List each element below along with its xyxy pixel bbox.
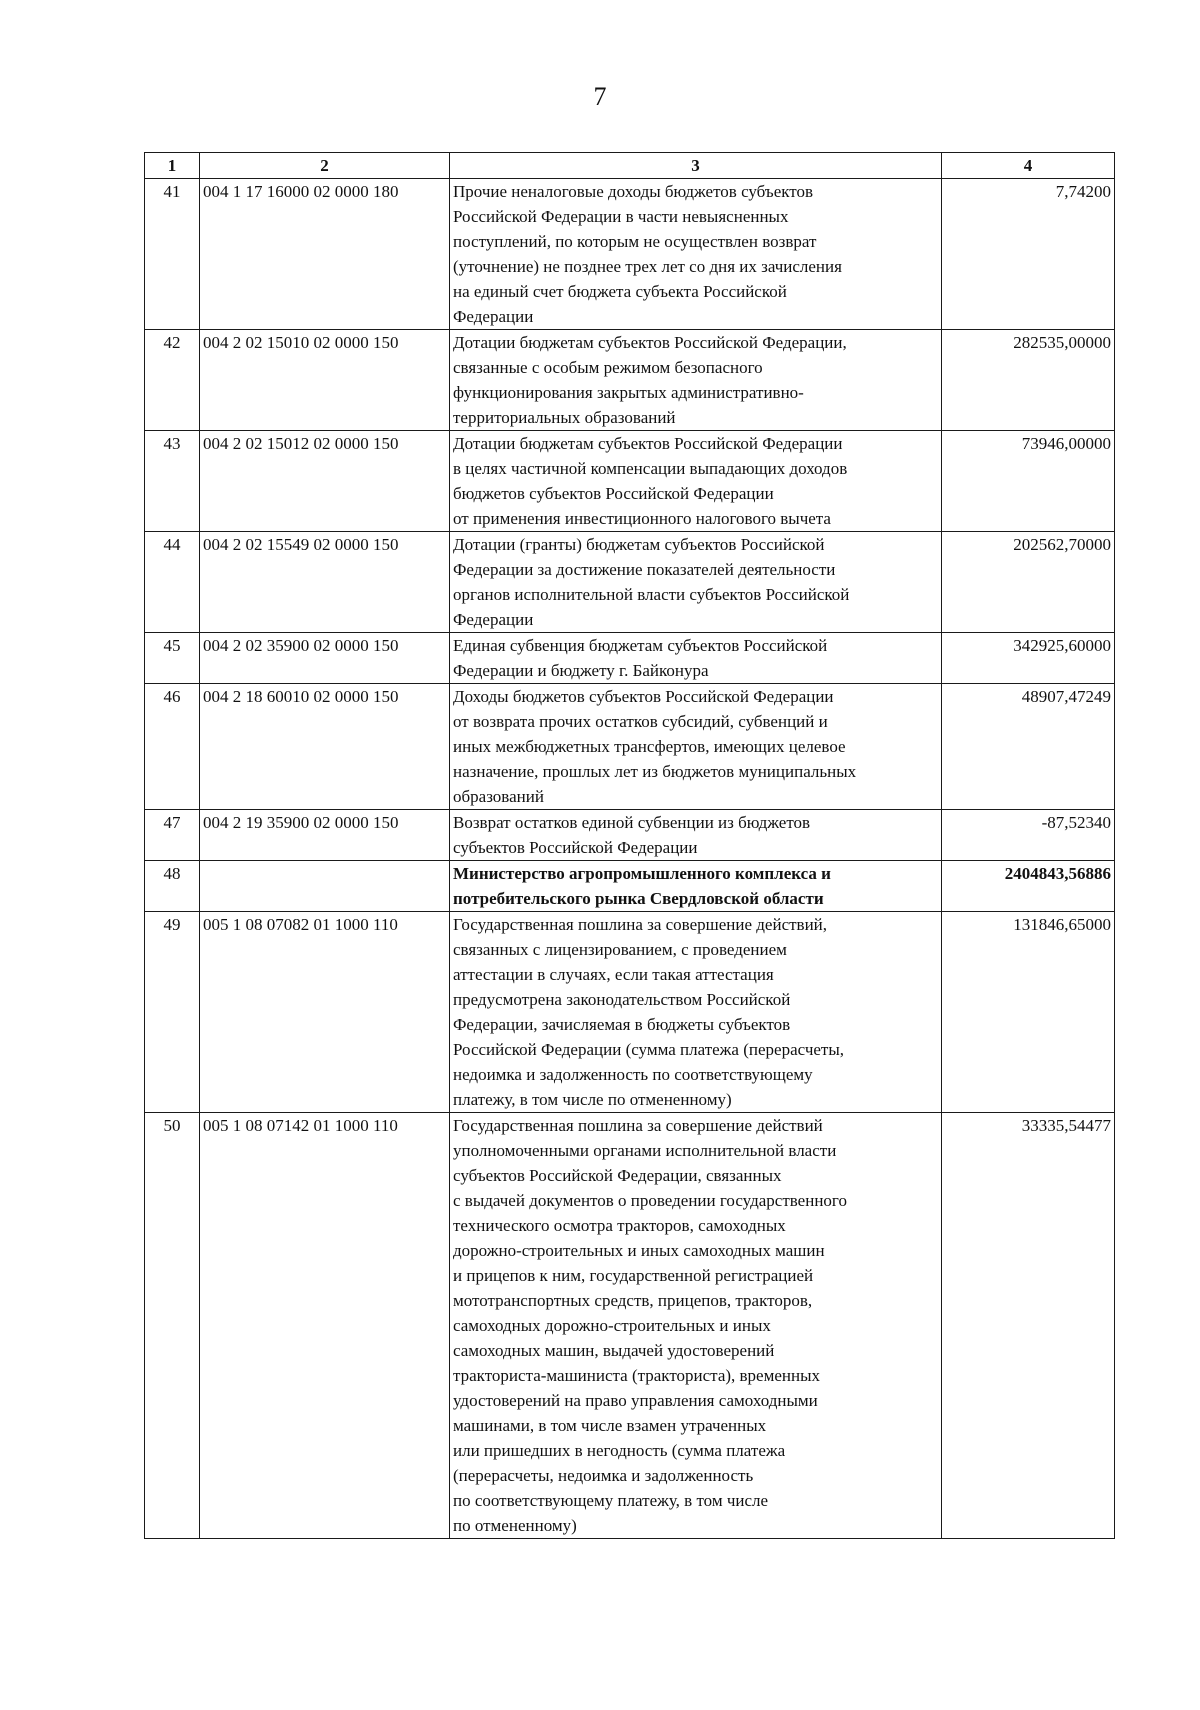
revenue-name-line: Министерство агропромышленного комплекса и xyxy=(453,864,831,883)
budget-classification-code xyxy=(200,861,450,912)
budget-classification-code: 005 1 08 07142 01 1000 110 xyxy=(200,1113,450,1539)
revenue-name-line: Российской Федерации (сумма платежа (перерасчеты, xyxy=(453,1040,845,1059)
revenue-name-line: на единый счет бюджета субъекта Российской xyxy=(453,282,787,301)
amount: 7,74200 xyxy=(942,179,1115,330)
revenue-name xyxy=(450,330,942,431)
revenue-name xyxy=(450,684,942,810)
revenue-name-line: образований xyxy=(453,787,544,806)
revenue-name xyxy=(450,431,942,532)
table-row xyxy=(145,810,1115,861)
revenue-name xyxy=(450,532,942,633)
revenue-name-line: машинами, в том числе взамен утраченных xyxy=(453,1416,767,1435)
budget-classification-code: 004 1 17 16000 02 0000 180 xyxy=(200,179,450,330)
revenue-name-line: предусмотрена законодательством Российской xyxy=(453,990,791,1009)
revenue-name-line: или пришедших в негодность (сумма платежа xyxy=(453,1441,786,1460)
row-number: 42 xyxy=(145,330,200,431)
table-row xyxy=(145,179,1115,330)
revenue-name-line: иных межбюджетных трансфертов, имеющих целевое xyxy=(453,737,846,756)
revenue-name-line: аттестации в случаях, если такая аттестация xyxy=(453,965,774,984)
header-col-4: 4 xyxy=(942,153,1115,179)
revenue-name-line: бюджетов субъектов Российской Федерации xyxy=(453,484,774,503)
revenue-name-line: Единая субвенция бюджетам субъектов Российской xyxy=(453,636,828,655)
revenue-name-line: мототранспортных средств, прицепов, тракторов, xyxy=(453,1291,813,1310)
table-row xyxy=(145,684,1115,810)
budget-classification-code: 004 2 02 35900 02 0000 150 xyxy=(200,633,450,684)
budget-classification-code: 005 1 08 07082 01 1000 110 xyxy=(200,912,450,1113)
revenue-name-line: территориальных образований xyxy=(453,408,676,427)
revenue-name-line: Федерации xyxy=(453,307,534,326)
table-body xyxy=(145,179,1115,1539)
amount: 202562,70000 xyxy=(942,532,1115,633)
revenue-name-line: недоимка и задолженность по соответствующему xyxy=(453,1065,813,1084)
revenue-name-line: Государственная пошлина за совершение действий, xyxy=(453,915,828,934)
revenue-name xyxy=(450,810,942,861)
revenue-name-line: (уточнение) не позднее трех лет со дня их зачисления xyxy=(453,257,842,276)
row-number: 47 xyxy=(145,810,200,861)
revenue-name-line: в целях частичной компенсации выпадающих доходов xyxy=(453,459,848,478)
row-number: 44 xyxy=(145,532,200,633)
table-row xyxy=(145,330,1115,431)
revenue-name-line: Дотации (гранты) бюджетам субъектов Российской xyxy=(453,535,825,554)
revenue-name-line: Российской Федерации в части невыясненных xyxy=(453,207,789,226)
table-row xyxy=(145,532,1115,633)
table-row xyxy=(145,633,1115,684)
revenue-name-line: связанные с особым режимом безопасного xyxy=(453,358,763,377)
revenue-name-line: Федерации, зачисляемая в бюджеты субъектов xyxy=(453,1015,791,1034)
revenue-name-line: субъектов Российской Федерации xyxy=(453,838,698,857)
budget-classification-code: 004 2 02 15549 02 0000 150 xyxy=(200,532,450,633)
revenue-name-line: Федерации и бюджету г. Байконура xyxy=(453,661,709,680)
budget-classification-code: 004 2 19 35900 02 0000 150 xyxy=(200,810,450,861)
revenue-name-line: самоходных машин, выдачей удостоверений xyxy=(453,1341,775,1360)
revenue-name xyxy=(450,633,942,684)
revenue-name-line: с выдачей документов о проведении государственного xyxy=(453,1191,847,1210)
table-row xyxy=(145,861,1115,912)
revenue-name-line: Федерации за достижение показателей деятельности xyxy=(453,560,836,579)
table-row xyxy=(145,431,1115,532)
budget-classification-code: 004 2 02 15010 02 0000 150 xyxy=(200,330,450,431)
budget-table xyxy=(144,152,1115,1539)
revenue-name-line: от возврата прочих остатков субсидий, субвенций и xyxy=(453,712,828,731)
header-row xyxy=(145,153,1115,179)
amount: 131846,65000 xyxy=(942,912,1115,1113)
revenue-name-line: органов исполнительной власти субъектов Российской xyxy=(453,585,850,604)
revenue-name-line: Прочие неналоговые доходы бюджетов субъектов xyxy=(453,182,814,201)
amount: 2404843,56886 xyxy=(942,861,1115,912)
table-header xyxy=(145,153,1115,179)
revenue-name-line: Дотации бюджетам субъектов Российской Федерации, xyxy=(453,333,847,352)
table-row xyxy=(145,1113,1115,1539)
row-number: 45 xyxy=(145,633,200,684)
revenue-name-line: технического осмотра тракторов, самоходных xyxy=(453,1216,786,1235)
revenue-name-line: Доходы бюджетов субъектов Российской Федерации xyxy=(453,687,834,706)
amount: -87,52340 xyxy=(942,810,1115,861)
revenue-name-line: Федерации xyxy=(453,610,534,629)
revenue-name-line: платежу, в том числе по отмененному) xyxy=(453,1090,732,1109)
revenue-name-line: Дотации бюджетам субъектов Российской Федерации xyxy=(453,434,843,453)
amount: 342925,60000 xyxy=(942,633,1115,684)
row-number: 43 xyxy=(145,431,200,532)
revenue-name-line: удостоверений на право управления самоходными xyxy=(453,1391,818,1410)
revenue-name-line: назначение, прошлых лет из бюджетов муниципальных xyxy=(453,762,857,781)
revenue-name-line: Государственная пошлина за совершение действий xyxy=(453,1116,823,1135)
revenue-name-line: потребительского рынка Свердловской области xyxy=(453,889,824,908)
revenue-name-line: связанных с лицензированием, с проведением xyxy=(453,940,787,959)
revenue-name xyxy=(450,861,942,912)
revenue-name-line: Возврат остатков единой субвенции из бюджетов xyxy=(453,813,811,832)
row-number: 46 xyxy=(145,684,200,810)
revenue-name-line: дорожно-строительных и иных самоходных машин xyxy=(453,1241,825,1260)
header-col-1: 1 xyxy=(145,153,200,179)
row-number: 49 xyxy=(145,912,200,1113)
row-number: 50 xyxy=(145,1113,200,1539)
budget-classification-code: 004 2 18 60010 02 0000 150 xyxy=(200,684,450,810)
page-number: 7 xyxy=(593,82,607,111)
row-number: 48 xyxy=(145,861,200,912)
revenue-name-line: субъектов Российской Федерации, связанных xyxy=(453,1166,782,1185)
revenue-name-line: тракториста-машиниста (тракториста), временных xyxy=(453,1366,821,1385)
amount: 73946,00000 xyxy=(942,431,1115,532)
header-col-3: 3 xyxy=(450,153,942,179)
revenue-name-line: функционирования закрытых административно- xyxy=(453,383,804,402)
revenue-name xyxy=(450,179,942,330)
revenue-name-line: уполномоченными органами исполнительной власти xyxy=(453,1141,837,1160)
revenue-name-line: (перерасчеты, недоимка и задолженность xyxy=(453,1466,754,1485)
amount: 33335,54477 xyxy=(942,1113,1115,1539)
revenue-name-line: поступлений, по которым не осуществлен возврат xyxy=(453,232,817,251)
revenue-name-line: от применения инвестиционного налогового вычета xyxy=(453,509,831,528)
amount: 282535,00000 xyxy=(942,330,1115,431)
revenue-name-line: и прицепов к ним, государственной регистрацией xyxy=(453,1266,814,1285)
budget-classification-code: 004 2 02 15012 02 0000 150 xyxy=(200,431,450,532)
table-row xyxy=(145,912,1115,1113)
revenue-name-line: по соответствующему платежу, в том числе xyxy=(453,1491,769,1510)
revenue-name-line: по отмененному) xyxy=(453,1516,577,1535)
revenue-name xyxy=(450,912,942,1113)
row-number: 41 xyxy=(145,179,200,330)
revenue-name-line: самоходных дорожно-строительных и иных xyxy=(453,1316,771,1335)
revenue-name xyxy=(450,1113,942,1539)
amount: 48907,47249 xyxy=(942,684,1115,810)
header-col-2: 2 xyxy=(200,153,450,179)
